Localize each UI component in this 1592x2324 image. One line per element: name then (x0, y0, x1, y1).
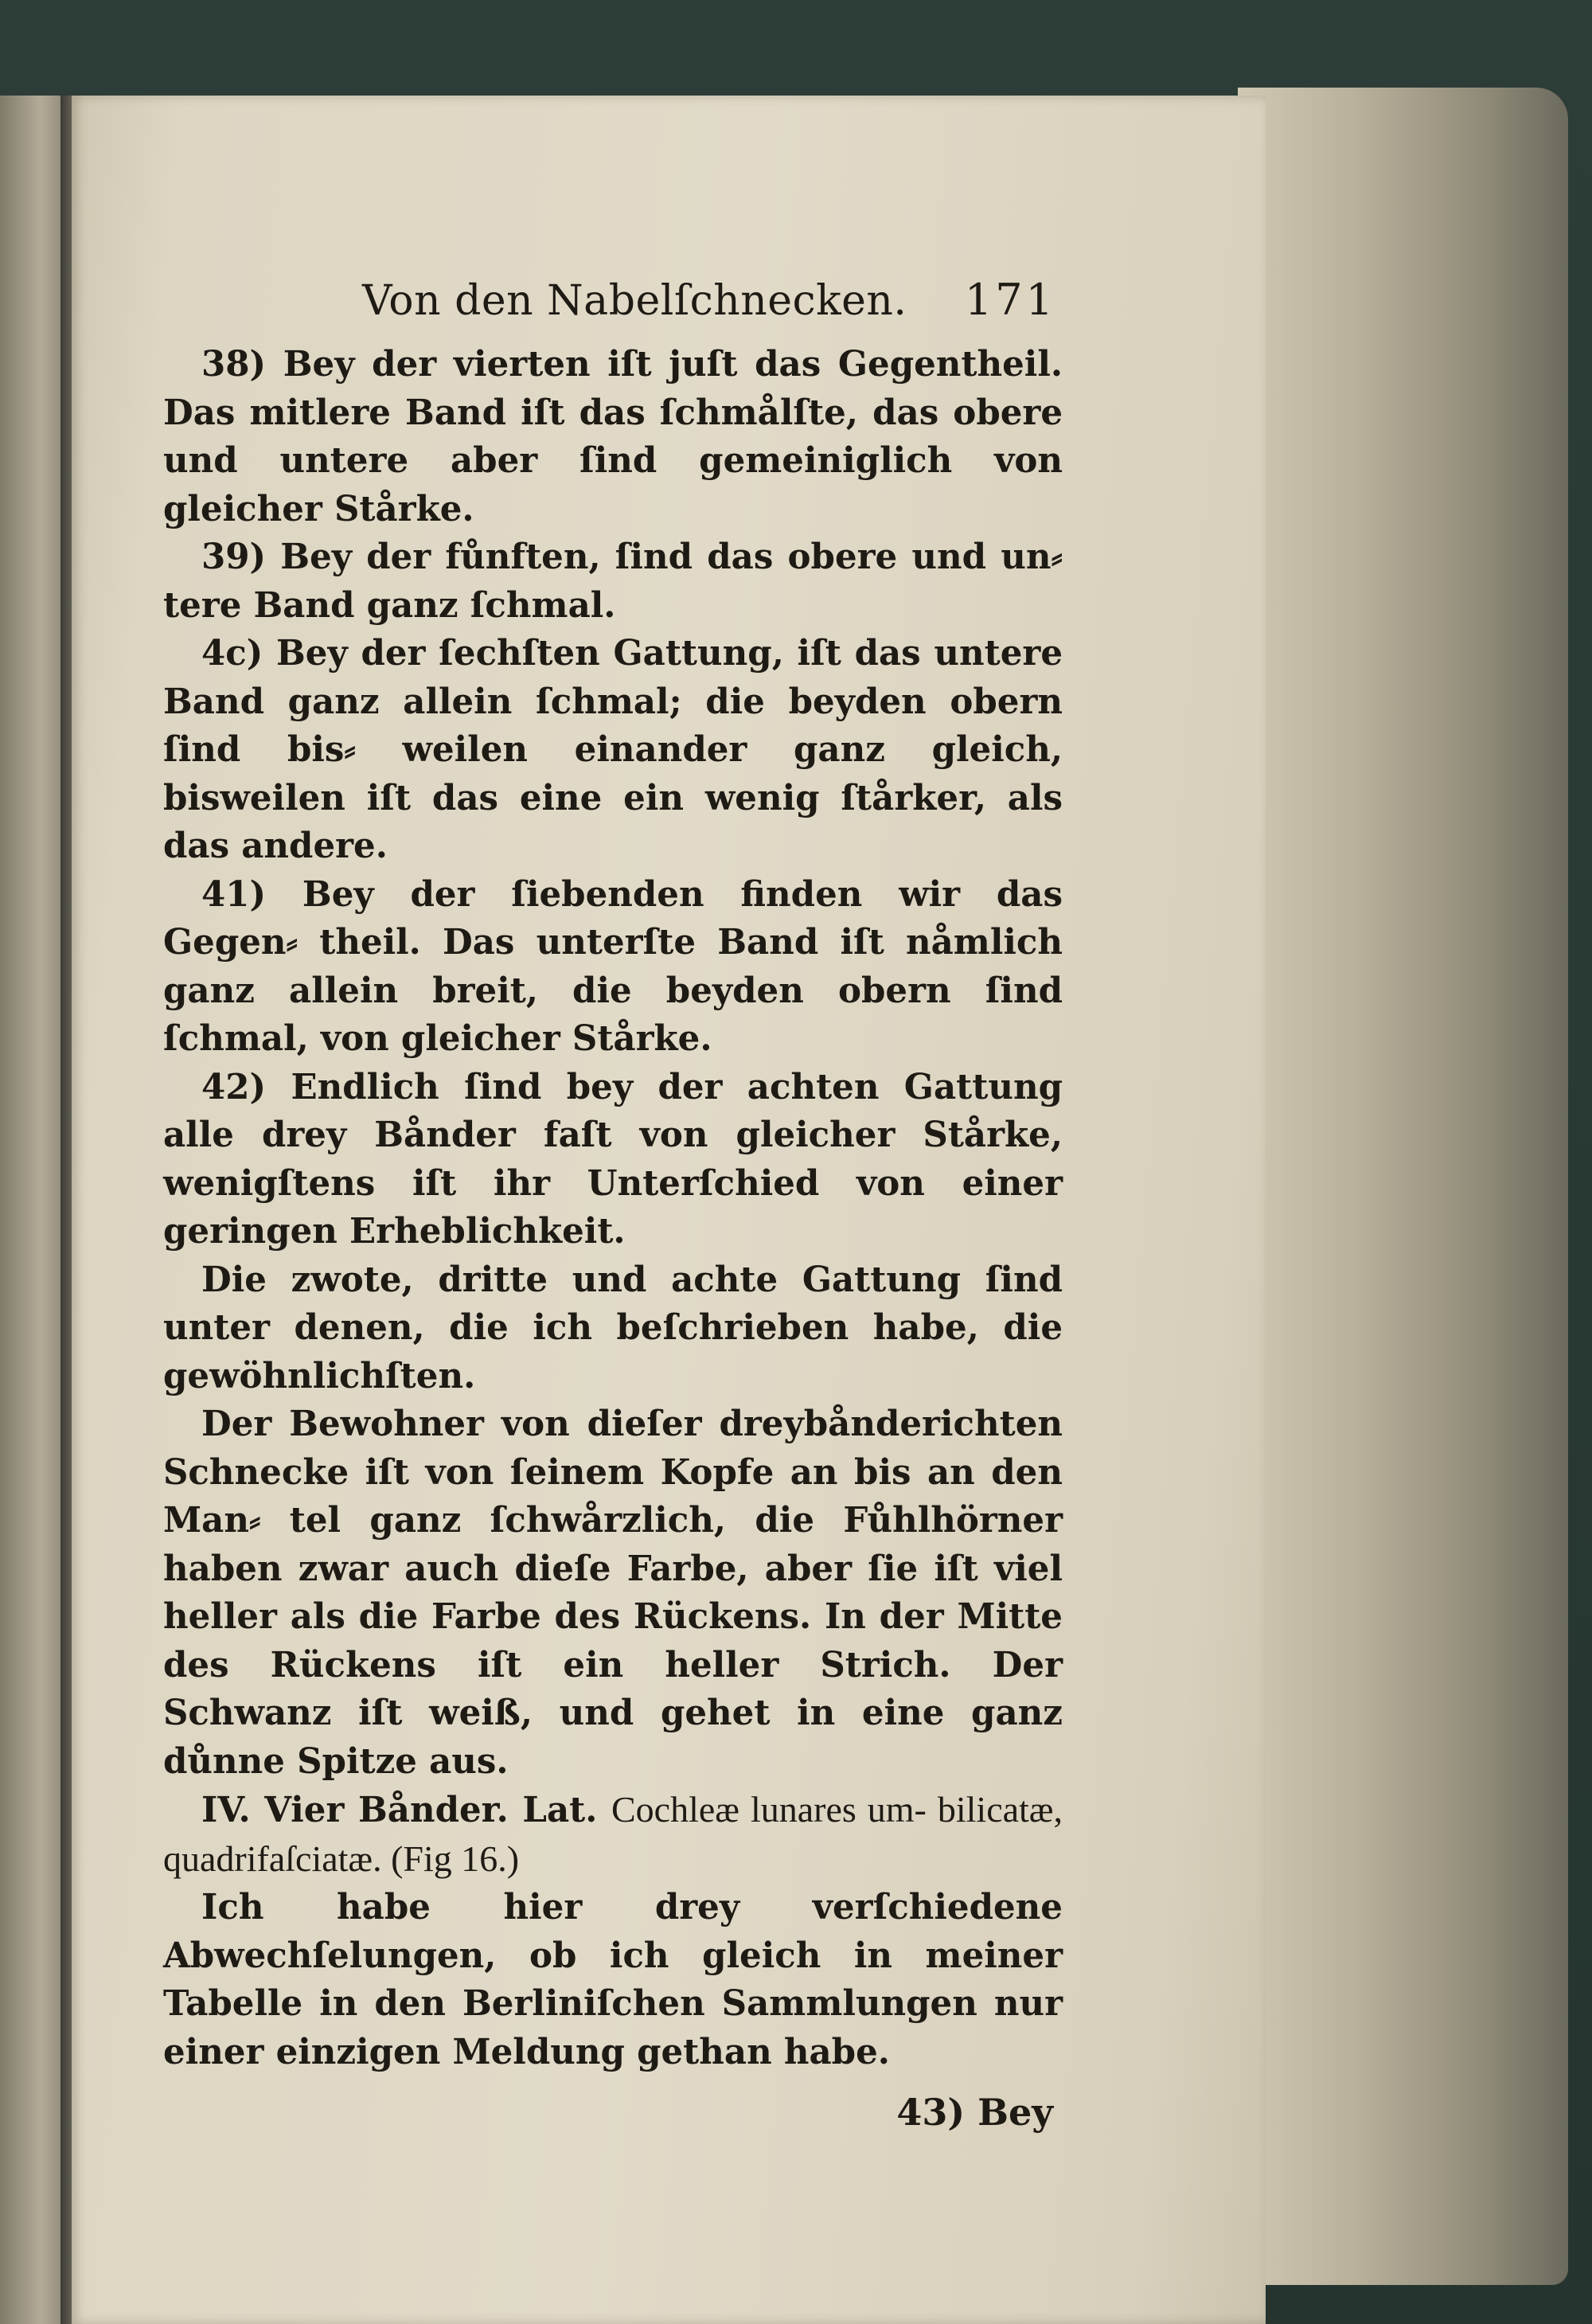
facing-page-edge (0, 96, 68, 2324)
catchword: 43) Bey (896, 2091, 1053, 2134)
running-header (362, 275, 1063, 325)
paragraph-39: 39) Bey der fůnften, ſind das obere und un⸗ tere Band ganz ſchmal. (163, 537, 1063, 626)
paragraph-40: 4c) Bey der ſechſten Gattung, iſt das untere Band ganz allein ſchmal; die beyden obern ſind bis⸗ weilen einander ganz gleich, bisweilen iſt das eine ein wenig ſtårker, als das andere. (163, 633, 1063, 866)
running-title: Von den Nabelſchnecken. (362, 277, 907, 325)
paragraph-common-types: Die zwote, dritte und achte Gattung ſind unter denen, die ich beſchrieben habe, die gewöhnlichſten. (163, 1259, 1063, 1396)
paragraph-variations: Ich habe hier drey verſchiedene Abwechſelungen, ob ich gleich in meiner Tabelle in den Berliniſchen Sammlungen nur einer einzigen Meldung gethan habe. (163, 1887, 1063, 2072)
section-heading-iv (163, 1786, 1063, 1884)
book-edge (1238, 88, 1568, 2285)
paragraph-inhabitant: Der Bewohner von dieſer dreybånderichten Schnecke iſt von ſeinem Kopfe an bis an den Man⸗ tel ganz ſchwårzlich, die Fůhlhörner haben zwar auch dieſe Farbe, aber ſie iſt viel heller als die Farbe des Rückens. In der Mitte des Rückens iſt ein heller Strich. Der Schwanz iſt weiß, und gehet in eine ganz důnne Spitze aus. (163, 1404, 1063, 1782)
paragraph-38: 38) Bey der vierten iſt juſt das Gegentheil. Das mitlere Band iſt das ſchmålſte, das obere und untere aber ſind gemeiniglich von gleicher Stårke. (163, 344, 1063, 529)
section-prefix: IV. Vier Bånder. Lat. (201, 1790, 598, 1830)
page-number: 171 (964, 275, 1056, 325)
page-text (163, 275, 1063, 2134)
section-latin-name: Cochleæ lunares um- bilicatæ, quadrifaſciatæ. (Fig 16.) (163, 1789, 1063, 1879)
paragraph-42: 42) Endlich ſind bey der achten Gattung alle drey Bånder faſt von gleicher Stårke, wenigſtens iſt ihr Unterſchied von einer geringen Erheblichkeit. (163, 1066, 1063, 1252)
paragraph-41: 41) Bey der ſiebenden finden wir das Gegen⸗ theil. Das unterſte Band iſt nåmlich ganz allein breit, die beyden obern ſind ſchmal, von gleicher Stårke. (163, 873, 1063, 1059)
